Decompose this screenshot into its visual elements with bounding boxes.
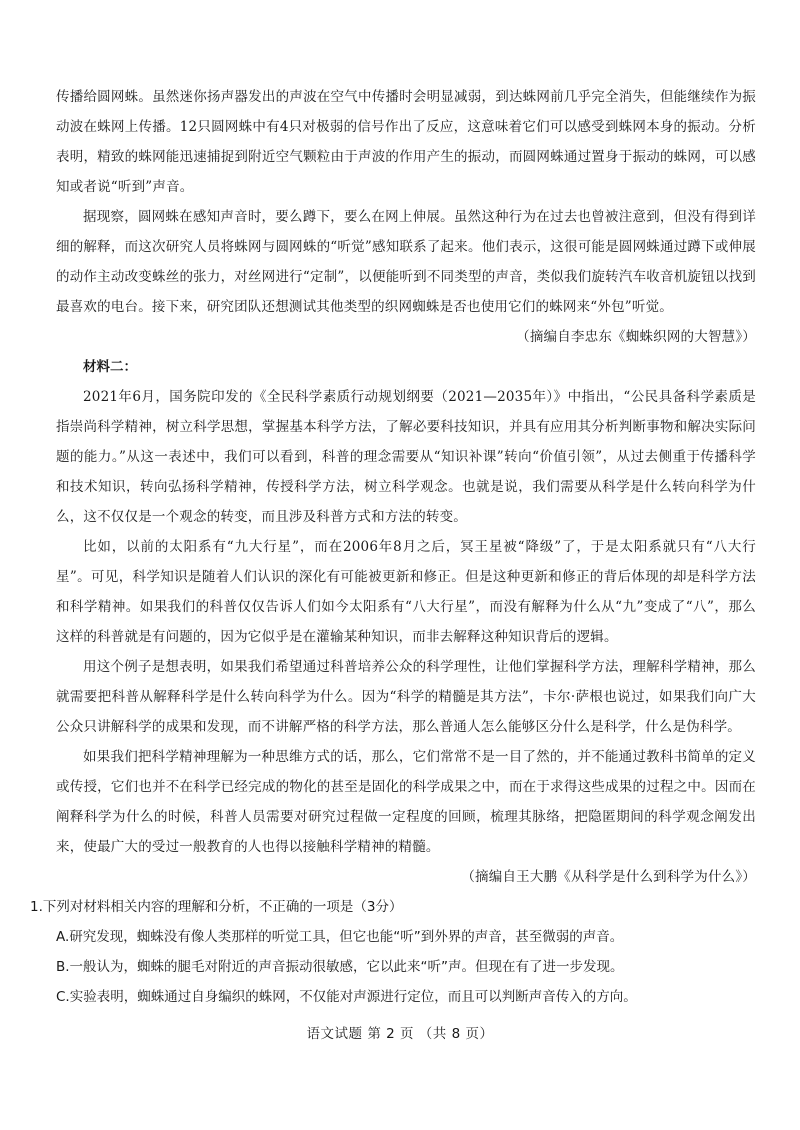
page-footer: 语文试题 第 2 页 （共 8 页） (306, 1026, 494, 1042)
exam-page-body (30, 82, 756, 1012)
material2-paragraph-4: 如果我们把科学精神理解为一种思维方式的话，那么，它们常常不是一目了然的，并不能通过教科书简单的定义或传授，它们也并不在科学已经完成的物化的甚至是固化的科学成果之中，而在于求得这些成果的过程之中。因而在阐释科学为什么的时候，科普人员需要对研究过程做一定程度的回顾，梳理其脉络，把隐匿期间的科学观念阐发出来，使最广大的受过一般教育的人也得以接触科学精神的精髓。 (56, 749, 756, 855)
material2-paragraph-1: 2021年6月，国务院印发的《全民科学素质行动规划纲要（2021—2035年）》中指出，“公民具备科学素质是指崇尚科学精神，树立科学思想，掌握基本科学方法，了解必要科技知识，并具有应用其分析判断事物和解决实际问题的能力。”从这一表述中，我们可以看到，科普的理念需要从“知识补课”转向“价值引领”，从过去侧重于传播科学和技术知识，转向弘扬科学精神，传授科学方法，树立科学观念。也就是说，我们需要从科学是什么转向科学为什么，这不仅仅是一个观念的转变，而且涉及科普方式和方法的转变。 (56, 389, 756, 525)
question-1-option-a: A.研究发现，蜘蛛没有像人类那样的听觉工具，但它也能“听”到外界的声音，甚至微弱的声音。 (56, 929, 624, 945)
material2-paragraph-3: 用这个例子是想表明，如果我们希望通过科普培养公众的科学理性，让他们掌握科学方法，理解科学精神，那么就需要把科普从解释科学是什么转向科学为什么。因为“科学的精髓是其方法”，卡尔·萨根也说过，如果我们向广大公众只讲解科学的成果和发现，而不讲解严格的科学方法，那么普通人怎么能够区分什么是科学，什么是伪科学。 (56, 659, 756, 735)
material2-paragraph-2: 比如，以前的太阳系有“九大行星”，而在2006年8月之后，冥王星被“降级”了，于是太阳系就只有“八大行星”。可见，科学知识是随着人们认识的深化有可能被更新和修正。但是这种更新和修正的背后体现的却是科学方法和科学精神。如果我们的科普仅仅告诉人们如今太阳系有“八大行星”，而没有解释为什么从“九”变成了“八”，那么这样的科普就是有问题的，因为它似乎是在灌输某种知识，而非去解释这种知识背后的逻辑。 (56, 539, 756, 645)
question-1-stem: 1.下列对材料相关内容的理解和分析，不正确的一项是（3分） (30, 899, 403, 915)
material2-source: （摘编自王大鹏《从科学是什么到科学为什么》） (461, 869, 756, 885)
material1-paragraph-2: 据现察，圆网蛛在感知声音时，要么蹲下，要么在网上伸展。虽然这种行为在过去也曾被注意到，但没有得到详细的解释，而这次研究人员将蛛网与圆网蛛的“听觉”感知联系了起来。他们表示，这很可能是圆网蛛通过蹲下或伸展的动作主动改变蛛丝的张力，对丝网进行“定制”，以便能听到不同类型的声音，类似我们旋转汽车收音机旋钮以找到最喜欢的电台。接下来，研究团队还想测试其他类型的织网蜘蛛是否也使用它们的蛛网来“外包”听觉。 (56, 209, 756, 315)
question-1-option-b: B.一般认为，蜘蛛的腿毛对附近的声音振动很敏感，它以此来“听”声。但现在有了进一步发现。 (56, 959, 624, 975)
material1-source: （摘编自李忠东《蜘蛛织网的大智慧》） (516, 329, 756, 345)
question-1-option-c: C.实验表明，蜘蛛通过自身编织的蛛网，不仅能对声源进行定位，而且可以判断声音传入的方向。 (56, 989, 637, 1005)
material2-heading: 材料二： (83, 359, 137, 375)
question-1 (30, 892, 756, 1012)
material1-paragraph-1: 传播给圆网蛛。虽然迷你扬声器发出的声波在空气中传播时会明显减弱，到达蛛网前几乎完全消失，但能继续作为振动波在蛛网上传播。12只圆网蛛中有4只对极弱的信号作出了反应，这意味着它们可以感受到蛛网本身的振动。分析表明，精致的蛛网能迅速捕捉到附近空气颗粒由于声波的作用产生的振动，而圆网蛛通过置身于振动的蛛网，可以感知或者说“听到”声音。 (56, 89, 756, 195)
